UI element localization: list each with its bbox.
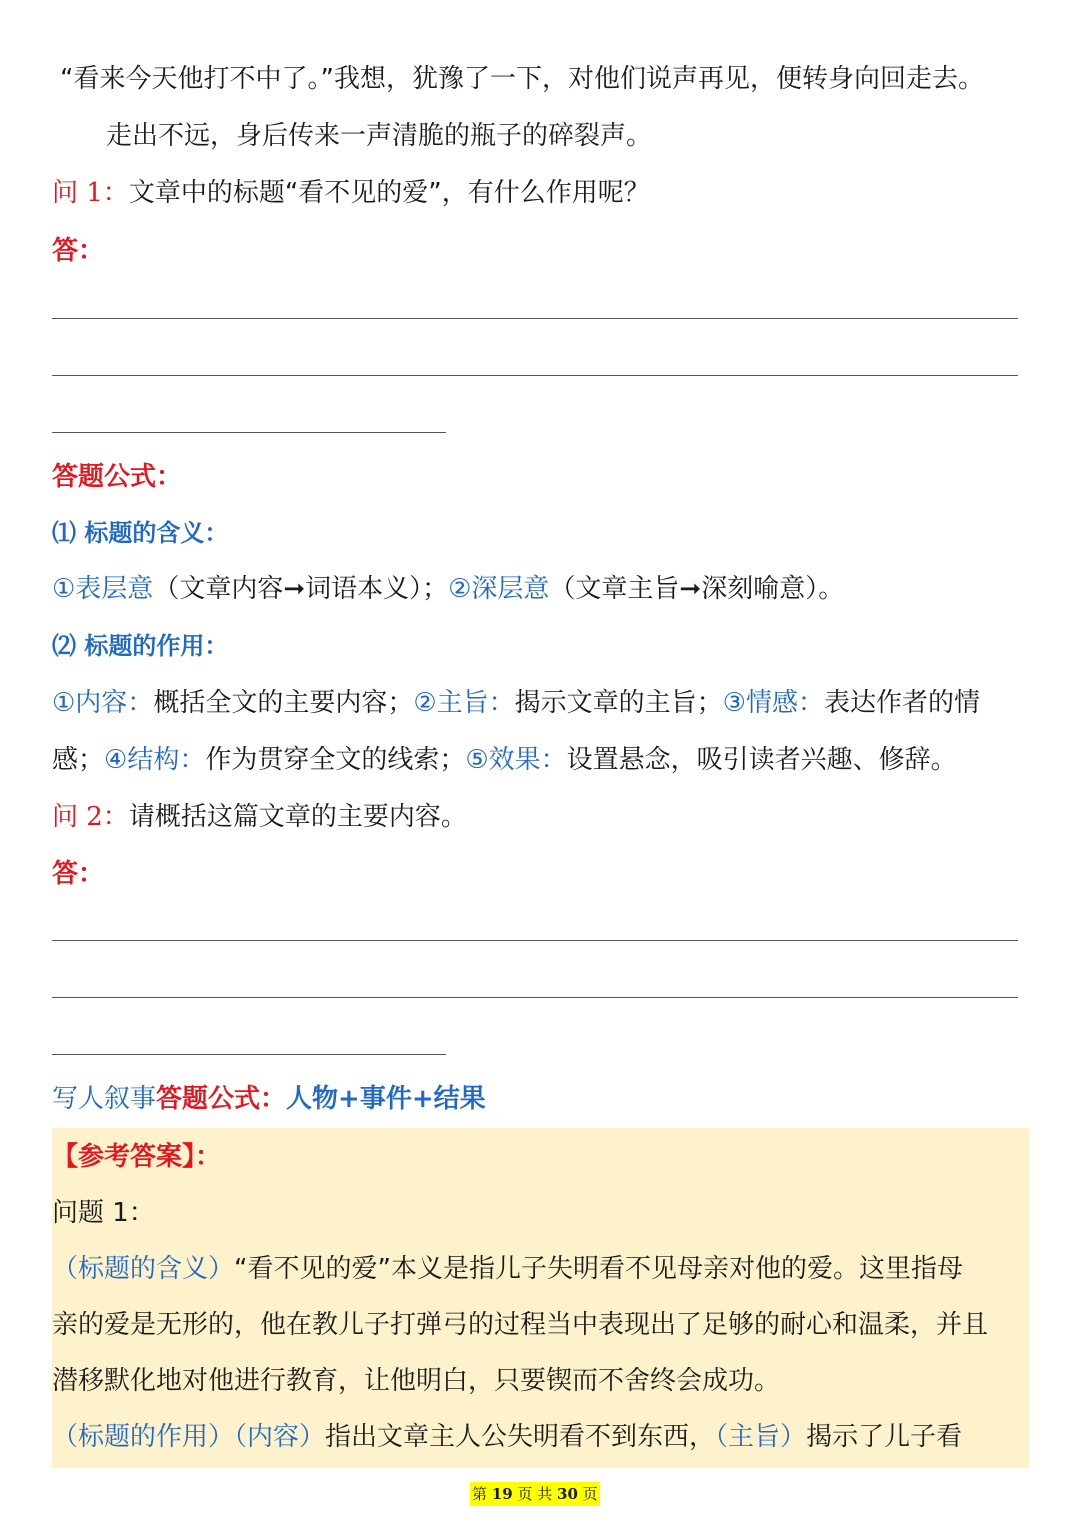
formula-part-2-row-1	[52, 686, 1028, 720]
narrative-formula-suffix: 人物+事件+结果	[286, 1084, 486, 1114]
reference-answer-line-4	[52, 1420, 1028, 1454]
surface-meaning-key: ①表层意	[52, 574, 154, 604]
emotion-text-cont: 感；	[52, 745, 105, 775]
reference-text-4b: 揭示了儿子看	[806, 1422, 963, 1452]
content-tag: （内容）	[234, 1422, 326, 1452]
narrative-formula	[52, 1082, 1028, 1116]
reference-answer-line-3: 潜移默化地对他进行教育，让他明白，只要锲而不舍终会成功。	[52, 1366, 781, 1396]
footer-prefix: 第	[472, 1485, 488, 1503]
reference-text-1: “看不见的爱”本义是指儿子失明看不见母亲对他的爱。这里指母	[234, 1254, 963, 1284]
structure-key: ④结构：	[104, 745, 206, 775]
question-1-label: 问 1：	[52, 178, 129, 208]
narrative-formula-middle: 答题公式：	[156, 1084, 287, 1114]
answer-2-line-2	[52, 997, 1018, 998]
reference-question-label: 问题 1：	[52, 1198, 155, 1228]
content-text: 概括全文的主要内容；	[153, 688, 414, 718]
reference-answer-line-1	[52, 1252, 1028, 1286]
answer-1-line-3	[52, 432, 446, 433]
theme-tag: （主旨）	[715, 1422, 807, 1452]
reference-answer-box	[52, 1128, 1029, 1468]
footer-total-pages: 30	[557, 1485, 578, 1503]
formula-part-1-content	[52, 572, 1028, 606]
surface-meaning-text: （文章内容➞词语本义）；	[153, 574, 449, 604]
title-function-tag: （标题的作用）	[52, 1422, 235, 1452]
formula-part-1-heading: ⑴ 标题的含义：	[52, 519, 229, 547]
theme-key: ②主旨：	[413, 688, 515, 718]
footer-suffix: 页	[582, 1485, 598, 1503]
effect-text: 设置悬念，吸引读者兴趣、修辞。	[566, 745, 957, 775]
answer-1-line-1	[52, 318, 1018, 319]
formula-heading: 答题公式：	[52, 462, 183, 492]
footer-middle: 页 共	[517, 1485, 553, 1503]
emotion-key: ③情感：	[722, 688, 824, 718]
question-2-text: 请概括这篇文章的主要内容。	[128, 802, 467, 832]
answer-1-line-2	[52, 375, 1018, 376]
formula-part-2-row-2	[52, 743, 1028, 777]
answer-2-label: 答：	[52, 859, 105, 889]
reference-heading: 【参考答案】：	[52, 1142, 222, 1172]
passage-line-1: “看来今天他打不中了。”我想，犹豫了一下，对他们说声再见，便转身向回走去。	[60, 64, 984, 94]
narrative-formula-prefix: 写人叙事	[52, 1084, 157, 1114]
question-2	[52, 800, 1028, 834]
emotion-text: 表达作者的情	[823, 688, 980, 718]
question-1-text: 文章中的标题“看不见的爱”，有什么作用呢？	[128, 178, 650, 208]
deep-meaning-key: ②深层意	[448, 574, 550, 604]
title-meaning-tag: （标题的含义）	[52, 1254, 235, 1284]
question-2-label: 问 2：	[52, 802, 129, 832]
effect-key: ⑤效果：	[465, 745, 567, 775]
deep-meaning-text: （文章主旨➞深刻喻意）。	[549, 574, 845, 604]
passage-line-2: 走出不远，身后传来一声清脆的瓶子的碎裂声。	[106, 121, 653, 151]
structure-text: 作为贯穿全文的线索；	[205, 745, 466, 775]
answer-1-label: 答：	[52, 236, 105, 266]
theme-text: 揭示文章的主旨；	[514, 688, 723, 718]
answer-2-line-1	[52, 940, 1018, 941]
question-1	[52, 176, 1028, 210]
reference-answer-line-2: 亲的爱是无形的，他在教儿子打弹弓的过程当中表现出了足够的耐心和温柔，并且	[52, 1310, 989, 1340]
reference-text-4a: 指出文章主人公失明看不到东西，	[325, 1422, 716, 1452]
formula-part-2-heading: ⑵ 标题的作用：	[52, 632, 229, 660]
footer-page-number: 19	[491, 1485, 513, 1503]
answer-2-line-3	[52, 1054, 446, 1055]
content-key: ①内容：	[52, 688, 154, 718]
page-footer	[470, 1482, 600, 1506]
